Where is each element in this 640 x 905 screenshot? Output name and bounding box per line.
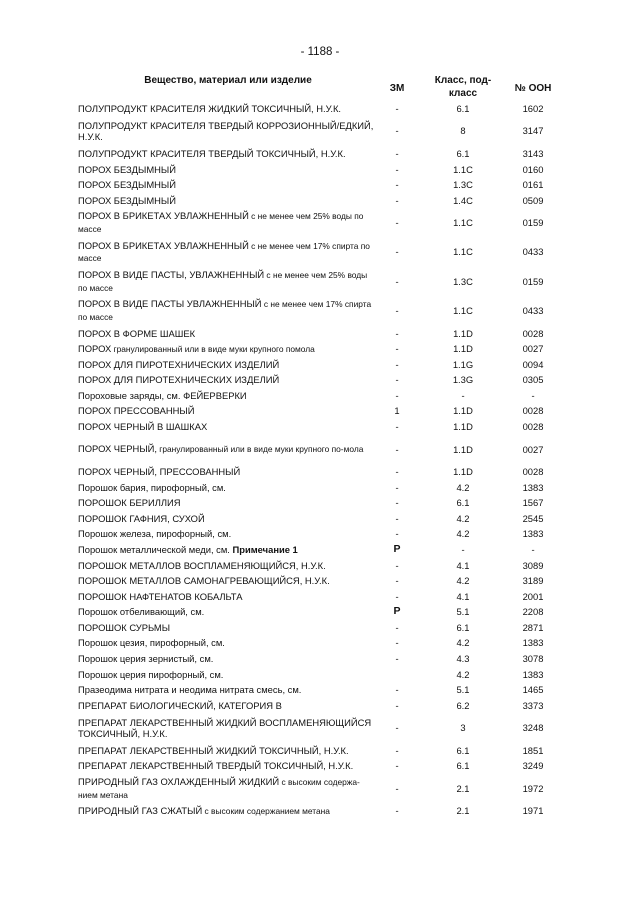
substance-name-cell (78, 511, 378, 527)
substance-name-cell (78, 357, 378, 373)
class-cell: 1.1C (453, 217, 473, 229)
substance-qualifier: с не менее чем 25% воды по массе (78, 211, 364, 234)
zm-cell: - (395, 481, 399, 493)
substance-name-cell (78, 682, 378, 698)
table-row (0, 682, 640, 698)
substance-name-cell (78, 589, 378, 605)
table-row (0, 161, 640, 177)
zm-cell: - (395, 163, 399, 175)
table-row (0, 803, 640, 819)
un-number-cell: 0305 (522, 374, 544, 386)
class-cell: 8 (460, 125, 466, 137)
zm-cell: 1 (394, 405, 400, 417)
substance-name-cell (78, 208, 378, 237)
substance-name-cell (78, 526, 378, 542)
class-cell: 6.1 (456, 744, 470, 756)
table-row (0, 372, 640, 388)
substance-name: ПОРОХ БЕЗДЫМНЫЙ (78, 179, 176, 191)
substance-name-cell (78, 267, 378, 296)
un-number-cell: 1383 (522, 637, 544, 649)
substance-name-cell (78, 101, 378, 117)
table-row (0, 713, 640, 742)
substance-name-cell (78, 419, 378, 435)
zm-cell: - (395, 621, 399, 633)
substance-name: Порошок отбеливающий, см. (78, 606, 205, 618)
class-cell: 1.1D (453, 343, 473, 355)
zm-cell: - (395, 389, 399, 401)
un-number-cell: 1383 (522, 668, 544, 680)
page-number: - 1188 - (300, 46, 340, 58)
un-number-cell: 2208 (522, 606, 544, 618)
zm-cell: - (395, 744, 399, 756)
un-number-cell: 1971 (522, 805, 544, 817)
substance-name: ПОРОШОК БЕРИЛЛИЯ (78, 497, 181, 509)
substance-name-cell (78, 698, 378, 714)
class-cell: 1.3C (453, 275, 473, 287)
class-cell: 1.4C (453, 194, 473, 206)
un-number-cell: 0159 (522, 275, 544, 287)
un-number-cell: 0433 (522, 305, 544, 317)
substance-name: Празеодима нитрата и неодима нитрата смесь, см. (78, 684, 302, 696)
substance-name-cell (78, 325, 378, 341)
un-number-cell: 1851 (522, 744, 544, 756)
substance-name: ПРЕПАРАТ ЛЕКАРСТВЕННЫЙ ЖИДКИЙ ТОКСИЧНЫЙ, Н.У.К. (78, 744, 349, 756)
class-cell: - (461, 543, 465, 555)
substance-name-cell (78, 774, 378, 803)
substance-name-cell (78, 177, 378, 193)
table-row (0, 542, 640, 558)
table-row (0, 388, 640, 404)
substance-name-cell (78, 713, 378, 742)
substance-name: Порошок железа, пирофорный, см. (78, 528, 232, 540)
table-row (0, 464, 640, 480)
substance-name: ПОРОХ (78, 342, 112, 354)
substance-name: Порошок церия пирофорный, см. (78, 668, 224, 680)
zm-cell: - (395, 246, 399, 258)
class-cell: 6.2 (456, 699, 470, 711)
table-row (0, 758, 640, 774)
un-number-cell: 2545 (522, 512, 544, 524)
zm-cell: - (395, 147, 399, 159)
substance-name-cell (78, 573, 378, 589)
table-row (0, 774, 640, 803)
substance-name-cell (78, 667, 378, 683)
un-number-cell: 0509 (522, 194, 544, 206)
table-row (0, 526, 640, 542)
table-row (0, 419, 640, 435)
zm-cell: - (395, 179, 399, 191)
zm-cell: - (395, 590, 399, 602)
zm-cell: - (395, 637, 399, 649)
header-class: Класс, под-класс (434, 75, 492, 99)
substance-name-cell (78, 238, 378, 267)
substance-name-cell (78, 146, 378, 162)
table-row (0, 341, 640, 357)
table-row (0, 667, 640, 683)
zm-cell: - (395, 275, 399, 287)
un-number-cell: 1465 (522, 684, 544, 696)
substance-name: ПРЕПАРАТ БИОЛОГИЧЕСКИЙ, КАТЕГОРИЯ В (78, 699, 282, 711)
table-row (0, 651, 640, 667)
table-row (0, 177, 640, 193)
zm-cell: - (395, 684, 399, 696)
zm-cell: Р (393, 605, 401, 618)
table-row (0, 635, 640, 651)
zm-cell: - (395, 805, 399, 817)
un-number-cell: 0028 (522, 465, 544, 477)
un-number-cell: 3189 (522, 575, 544, 587)
table-row (0, 589, 640, 605)
substance-qualifier: с не менее чем 25% воды по массе (78, 270, 368, 293)
zm-cell: - (395, 217, 399, 229)
table-row (0, 193, 640, 209)
substance-name-cell (78, 743, 378, 759)
substance-name: ПОРОШОК МЕТАЛЛОВ ВОСПЛАМЕНЯЮЩИЙСЯ, Н.У.К. (78, 559, 326, 571)
zm-cell: Р (393, 542, 401, 555)
zm-cell: - (395, 512, 399, 524)
substance-name: Порошок церия зернистый, см. (78, 653, 214, 665)
class-cell: 5.1 (456, 684, 470, 696)
substance-name: ПРИРОДНЫЙ ГАЗ СЖАТЫЙ (78, 804, 203, 816)
class-cell: 5.1 (456, 606, 470, 618)
substance-name-cell (78, 117, 378, 146)
table-row (0, 267, 640, 296)
zm-cell (382, 667, 412, 683)
table-row (0, 435, 640, 464)
class-cell: 4.1 (456, 590, 470, 602)
un-number-cell: 2871 (522, 621, 544, 633)
note-reference: Примечание 1 (232, 543, 298, 555)
table-row (0, 146, 640, 162)
zm-cell: - (395, 782, 399, 794)
zm-cell: - (395, 559, 399, 571)
substance-name-cell (78, 161, 378, 177)
substance-name: ПОРОХ ДЛЯ ПИРОТЕХНИЧЕСКИХ ИЗДЕЛИЙ (78, 358, 280, 370)
class-cell: 4.2 (456, 528, 470, 540)
substance-name-cell (78, 604, 378, 620)
substance-name-cell (78, 296, 378, 325)
un-number-cell: 1602 (522, 103, 544, 115)
substance-name: ПОРОХ ПРЕССОВАННЫЙ (78, 405, 195, 417)
header-substance: Вещество, материал или изделие (144, 75, 312, 86)
zm-cell: - (395, 305, 399, 317)
substance-name: ПРЕПАРАТ ЛЕКАРСТВЕННЫЙ ЖИДКИЙ ВОСПЛАМЕНЯЮЩИЙСЯ ТОКСИЧНЫЙ, Н.У.К. (78, 716, 372, 740)
zm-cell: - (395, 497, 399, 509)
substance-name: ПОЛУПРОДУКТ КРАСИТЕЛЯ ТВЕРДЫЙ КОРРОЗИОННЫЙ/ЕДКИЙ, Н.У.К. (78, 119, 374, 143)
substance-name: Порошок металлической меди, см. (78, 543, 230, 555)
class-cell: 4.3 (456, 653, 470, 665)
class-cell: 4.2 (456, 481, 470, 493)
class-cell: 6.1 (456, 760, 470, 772)
table-row (0, 480, 640, 496)
substance-name-cell (78, 372, 378, 388)
substance-name: ПОРОХ В БРИКЕТАХ УВЛАЖНЕННЫЙ (78, 210, 249, 222)
substance-name: ПОРОХ БЕЗДЫМНЫЙ (78, 194, 176, 206)
class-cell: 1.1D (453, 465, 473, 477)
table-row (0, 743, 640, 759)
substance-name-cell (78, 388, 378, 404)
table-row (0, 604, 640, 620)
substance-name-cell (78, 435, 378, 464)
substance-name: ПОРОШОК НАФТЕНАТОВ КОБАЛЬТА (78, 590, 243, 602)
class-cell: 6.1 (456, 147, 470, 159)
un-number-cell: 0160 (522, 163, 544, 175)
substance-name-cell (78, 542, 378, 558)
substance-name-cell (78, 495, 378, 511)
substance-name-cell (78, 403, 378, 419)
class-cell: 4.2 (456, 575, 470, 587)
class-cell: 1.1D (453, 327, 473, 339)
class-cell: 6.1 (456, 497, 470, 509)
class-cell: 4.2 (456, 637, 470, 649)
zm-cell: - (395, 327, 399, 339)
header-un-number: № ООН (514, 83, 552, 94)
un-number-cell: - (531, 543, 535, 555)
table-row (0, 101, 640, 117)
substance-name: ПРИРОДНЫЙ ГАЗ ОХЛАЖДЕННЫЙ ЖИДКИЙ (78, 776, 280, 788)
substance-name: ПОРОШОК МЕТАЛЛОВ САМОНАГРЕВАЮЩИЙСЯ, Н.У.К. (78, 575, 330, 587)
table-row (0, 325, 640, 341)
substance-name-cell (78, 758, 378, 774)
zm-cell: - (395, 358, 399, 370)
un-number-cell: 0027 (522, 343, 544, 355)
un-number-cell: 3248 (522, 722, 544, 734)
substance-name: ПОРОХ В БРИКЕТАХ УВЛАЖНЕННЫЙ (78, 239, 249, 251)
class-cell: 4.2 (456, 668, 470, 680)
un-number-cell: 1972 (522, 782, 544, 794)
un-number-cell: 3089 (522, 559, 544, 571)
substance-qualifier: гранулированный или в виде муки крупного помола (111, 343, 315, 354)
zm-cell: - (395, 374, 399, 386)
substance-name: ПОРОХ ЧЕРНЫЙ, ПРЕССОВАННЫЙ (78, 465, 241, 477)
substance-name-cell (78, 635, 378, 651)
substance-name: ПОЛУПРОДУКТ КРАСИТЕЛЯ ТВЕРДЫЙ ТОКСИЧНЫЙ, Н.У.К. (78, 147, 346, 159)
zm-cell: - (395, 653, 399, 665)
substance-name: Пороховые заряды, см. ФЕЙЕРВЕРКИ (78, 389, 247, 401)
substance-name-cell (78, 803, 378, 819)
substance-qualifier: с высоким содержанием метана (202, 805, 330, 816)
un-number-cell: 0161 (522, 179, 544, 191)
class-cell: 1.1D (453, 405, 473, 417)
class-cell: 6.1 (456, 621, 470, 633)
substance-name: Порошок бария, пирофорный, см. (78, 481, 226, 493)
table-row (0, 357, 640, 373)
class-cell: 2.1 (456, 782, 470, 794)
substance-name: ПРЕПАРАТ ЛЕКАРСТВЕННЫЙ ТВЕРДЫЙ ТОКСИЧНЫЙ, Н.У.К. (78, 760, 354, 772)
zm-cell: - (395, 722, 399, 734)
un-number-cell: 0094 (522, 358, 544, 370)
zm-cell: - (395, 194, 399, 206)
table-row (0, 238, 640, 267)
substance-name: ПОЛУПРОДУКТ КРАСИТЕЛЯ ЖИДКИЙ ТОКСИЧНЫЙ, Н.У.К. (78, 103, 342, 115)
un-number-cell: - (531, 389, 535, 401)
substance-name-cell (78, 651, 378, 667)
header-zm: ЗМ (389, 83, 405, 94)
table-row (0, 117, 640, 146)
substance-name: Порошок цезия, пирофорный, см. (78, 637, 225, 649)
substance-name-cell (78, 480, 378, 496)
substance-qualifier: с не менее чем 17% спирта по массе (78, 240, 370, 264)
class-cell: 1.1G (452, 358, 474, 370)
class-cell: 1.1C (453, 246, 473, 258)
zm-cell: - (395, 125, 399, 137)
substance-table (0, 101, 640, 819)
un-number-cell: 3249 (522, 760, 544, 772)
un-number-cell: 0028 (522, 405, 544, 417)
un-number-cell: 0028 (522, 327, 544, 339)
un-number-cell: 0159 (522, 217, 544, 229)
zm-cell: - (395, 575, 399, 587)
substance-name: ПОРОХ ДЛЯ ПИРОТЕХНИЧЕСКИХ ИЗДЕЛИЙ (78, 374, 280, 386)
class-cell: 3 (460, 722, 466, 734)
class-cell: 2.1 (456, 805, 470, 817)
un-number-cell: 0433 (522, 246, 544, 258)
class-cell: 1.1D (453, 421, 473, 433)
substance-qualifier: с высоким содержа-нием метана (78, 777, 360, 800)
substance-name: ПОРОХ ЧЕРНЫЙ, (78, 443, 157, 454)
un-number-cell: 3078 (522, 653, 544, 665)
un-number-cell: 3147 (522, 125, 544, 137)
un-number-cell: 1567 (522, 497, 544, 509)
un-number-cell: 3373 (522, 699, 544, 711)
zm-cell: - (395, 421, 399, 433)
table-row (0, 620, 640, 636)
un-number-cell: 3143 (522, 147, 544, 159)
substance-name: ПОРОХ В ВИДЕ ПАСТЫ УВЛАЖНЕННЫЙ (78, 298, 262, 310)
un-number-cell: 1383 (522, 481, 544, 493)
class-cell: 4.1 (456, 559, 470, 571)
zm-cell: - (395, 465, 399, 477)
table-row (0, 698, 640, 714)
substance-name: ПОРОХ ЧЕРНЫЙ В ШАШКАХ (78, 421, 208, 433)
zm-cell: - (395, 343, 399, 355)
substance-name-cell (78, 464, 378, 480)
zm-cell: - (395, 760, 399, 772)
substance-name-cell (78, 193, 378, 209)
table-row (0, 403, 640, 419)
table-row (0, 296, 640, 325)
un-number-cell: 0027 (522, 443, 544, 455)
table-row (0, 208, 640, 237)
class-cell: 4.2 (456, 512, 470, 524)
table-row (0, 511, 640, 527)
zm-cell: - (395, 443, 399, 455)
substance-name: ПОРОХ БЕЗДЫМНЫЙ (78, 163, 176, 175)
substance-name: ПОРОШОК ГАФНИЯ, СУХОЙ (78, 512, 205, 524)
un-number-cell: 0028 (522, 421, 544, 433)
class-cell: 1.1D (453, 443, 473, 455)
class-cell: 1.1C (453, 163, 473, 175)
table-row (0, 557, 640, 573)
zm-cell: - (395, 528, 399, 540)
substance-name: ПОРОХ В ФОРМЕ ШАШЕК (78, 327, 196, 339)
zm-cell: - (395, 699, 399, 711)
substance-name-cell (78, 620, 378, 636)
substance-name: ПОРОШОК СУРЬМЫ (78, 621, 171, 633)
substance-name-cell (78, 557, 378, 573)
table-row (0, 573, 640, 589)
class-cell: 1.3G (452, 374, 474, 386)
class-cell: 1.1C (453, 305, 473, 317)
class-cell: 1.3C (453, 179, 473, 191)
substance-name: ПОРОХ В ВИДЕ ПАСТЫ, УВЛАЖНЕННЫЙ (78, 269, 265, 280)
class-cell: - (461, 389, 465, 401)
substance-qualifier: гранулированный или в виде муки крупного по-мола (156, 444, 364, 454)
un-number-cell: 2001 (522, 590, 544, 602)
class-cell: 6.1 (456, 103, 470, 115)
un-number-cell: 1383 (522, 528, 544, 540)
substance-name-cell (78, 341, 378, 357)
substance-qualifier: с не менее чем 17% спирта по массе (78, 299, 372, 322)
zm-cell: - (395, 103, 399, 115)
table-row (0, 495, 640, 511)
